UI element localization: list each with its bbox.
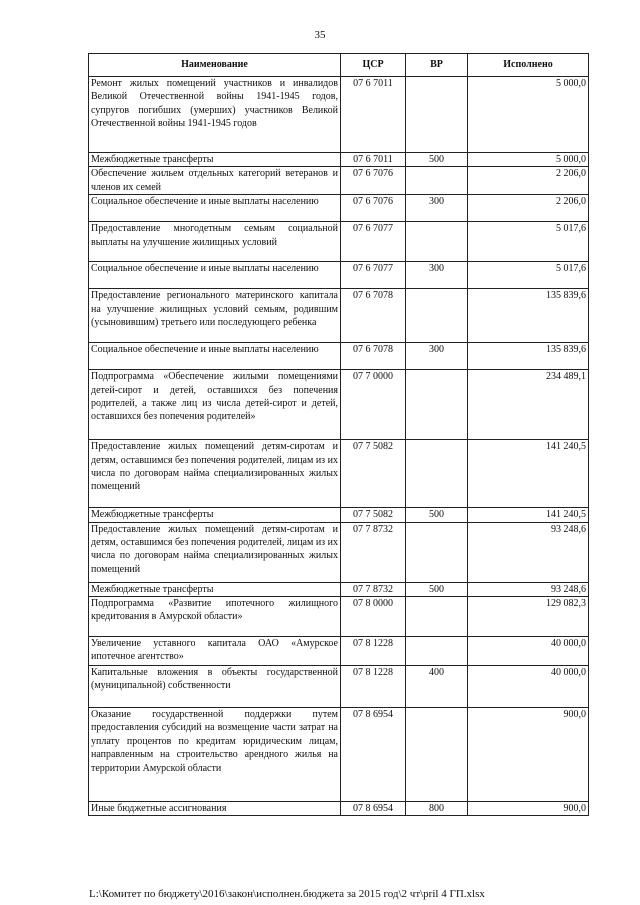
row-csr: 07 6 7011 — [341, 153, 406, 167]
row-csr: 07 6 7076 — [341, 167, 406, 195]
row-amount: 900,0 — [468, 802, 589, 816]
row-vr — [406, 597, 468, 637]
budget-execution-table — [88, 53, 589, 816]
table-row — [89, 522, 589, 582]
table-row — [89, 77, 589, 153]
row-csr: 07 7 0000 — [341, 370, 406, 440]
row-vr: 300 — [406, 262, 468, 289]
table-row — [89, 195, 589, 222]
row-amount: 5 000,0 — [468, 153, 589, 167]
row-csr: 07 6 7078 — [341, 343, 406, 370]
file-path-footer: L:\Комитет по бюджету\2016\закон\исполнен.бюджета за 2015 год\2 чт\pril 4 ГП.xlsx — [89, 888, 485, 900]
row-amount: 5 000,0 — [468, 77, 589, 153]
table-row — [89, 222, 589, 262]
row-vr — [406, 708, 468, 802]
row-csr: 07 6 7076 — [341, 195, 406, 222]
row-vr: 800 — [406, 802, 468, 816]
row-name: Межбюджетные трансферты — [89, 582, 341, 596]
table-row — [89, 637, 589, 666]
row-csr: 07 8 6954 — [341, 708, 406, 802]
row-name: Иные бюджетные ассигнования — [89, 802, 341, 816]
page-number: 35 — [314, 29, 326, 41]
row-amount: 40 000,0 — [468, 637, 589, 666]
header-vr: ВР — [406, 54, 468, 77]
table-row — [89, 582, 589, 596]
table-row — [89, 153, 589, 167]
table-row — [89, 666, 589, 708]
table-row — [89, 262, 589, 289]
table-row — [89, 597, 589, 637]
row-amount: 2 206,0 — [468, 167, 589, 195]
row-name: Оказание государственной поддержки путем предоставления субсидий на возмещение части затрат на уплату процентов по кредитам юридическим лицам, направленным на строительство арендного жилья на территории Амурской области — [89, 708, 341, 802]
row-amount: 129 082,3 — [468, 597, 589, 637]
header-executed: Исполнено — [468, 54, 589, 77]
table-header-row — [89, 54, 589, 77]
row-vr — [406, 222, 468, 262]
row-amount: 5 017,6 — [468, 262, 589, 289]
row-vr — [406, 167, 468, 195]
row-vr: 300 — [406, 195, 468, 222]
header-csr: ЦСР — [341, 54, 406, 77]
row-amount: 135 839,6 — [468, 289, 589, 343]
row-vr: 400 — [406, 666, 468, 708]
row-vr — [406, 370, 468, 440]
row-vr: 500 — [406, 508, 468, 522]
row-name: Обеспечение жильем отдельных категорий ветеранов и членов их семей — [89, 167, 341, 195]
row-vr — [406, 522, 468, 582]
row-csr: 07 7 8732 — [341, 582, 406, 596]
row-name: Ремонт жилых помещений участников и инвалидов Великой Отечественной войны 1941-1945 годов, супругов погибших (умерших) участников Великой Отечественной войны 1941-1945 годов — [89, 77, 341, 153]
table-row — [89, 708, 589, 802]
row-name: Социальное обеспечение и иные выплаты населению — [89, 343, 341, 370]
table-row — [89, 440, 589, 508]
table-row — [89, 370, 589, 440]
row-name: Предоставление регионального материнского капитала на улучшение жилищных условий семьям, родившим (усыновившим) третьего или последующего ребенка — [89, 289, 341, 343]
row-amount: 141 240,5 — [468, 440, 589, 508]
row-vr — [406, 289, 468, 343]
row-name: Подпрограмма «Развитие ипотечного жилищного кредитования в Амурской области» — [89, 597, 341, 637]
row-name: Предоставление жилых помещений детям-сиротам и детям, оставшимся без попечения родителей, лицам из их числа по договорам найма специализированных жилых помещений — [89, 522, 341, 582]
table-row — [89, 167, 589, 195]
row-csr: 07 8 1228 — [341, 666, 406, 708]
table-row — [89, 289, 589, 343]
row-amount: 5 017,6 — [468, 222, 589, 262]
row-vr: 300 — [406, 343, 468, 370]
row-csr: 07 8 1228 — [341, 637, 406, 666]
row-csr: 07 6 7077 — [341, 222, 406, 262]
row-amount: 141 240,5 — [468, 508, 589, 522]
table-row — [89, 802, 589, 816]
row-name: Межбюджетные трансферты — [89, 508, 341, 522]
row-amount: 135 839,6 — [468, 343, 589, 370]
row-amount: 234 489,1 — [468, 370, 589, 440]
row-vr: 500 — [406, 582, 468, 596]
row-name: Капитальные вложения в объекты государственной (муниципальной) собственности — [89, 666, 341, 708]
row-vr: 500 — [406, 153, 468, 167]
row-csr: 07 6 7077 — [341, 262, 406, 289]
row-csr: 07 6 7011 — [341, 77, 406, 153]
row-vr — [406, 77, 468, 153]
row-amount: 2 206,0 — [468, 195, 589, 222]
row-name: Социальное обеспечение и иные выплаты населению — [89, 262, 341, 289]
row-amount: 900,0 — [468, 708, 589, 802]
row-name: Социальное обеспечение и иные выплаты населению — [89, 195, 341, 222]
row-amount: 93 248,6 — [468, 582, 589, 596]
row-name: Межбюджетные трансферты — [89, 153, 341, 167]
row-name: Предоставление многодетным семьям социальной выплаты на улучшение жилищных условий — [89, 222, 341, 262]
row-csr: 07 7 5082 — [341, 440, 406, 508]
row-csr: 07 8 0000 — [341, 597, 406, 637]
row-csr: 07 8 6954 — [341, 802, 406, 816]
row-csr: 07 6 7078 — [341, 289, 406, 343]
header-name: Наименование — [89, 54, 341, 77]
row-vr — [406, 637, 468, 666]
row-amount: 40 000,0 — [468, 666, 589, 708]
table-row — [89, 343, 589, 370]
row-name: Увеличение уставного капитала ОАО «Амурское ипотечное агентство» — [89, 637, 341, 666]
table-row — [89, 508, 589, 522]
row-name: Предоставление жилых помещений детям-сиротам и детям, оставшимся без попечения родителей, лицам из их числа по договорам найма специализированных жилых помещений — [89, 440, 341, 508]
row-name: Подпрограмма «Обеспечение жилыми помещениями детей-сирот и детей, оставшихся без попечения родителей, а также лиц из числа детей-сирот и детей, оставшихся без попечения родителей» — [89, 370, 341, 440]
row-vr — [406, 440, 468, 508]
row-amount: 93 248,6 — [468, 522, 589, 582]
row-csr: 07 7 8732 — [341, 522, 406, 582]
row-csr: 07 7 5082 — [341, 508, 406, 522]
